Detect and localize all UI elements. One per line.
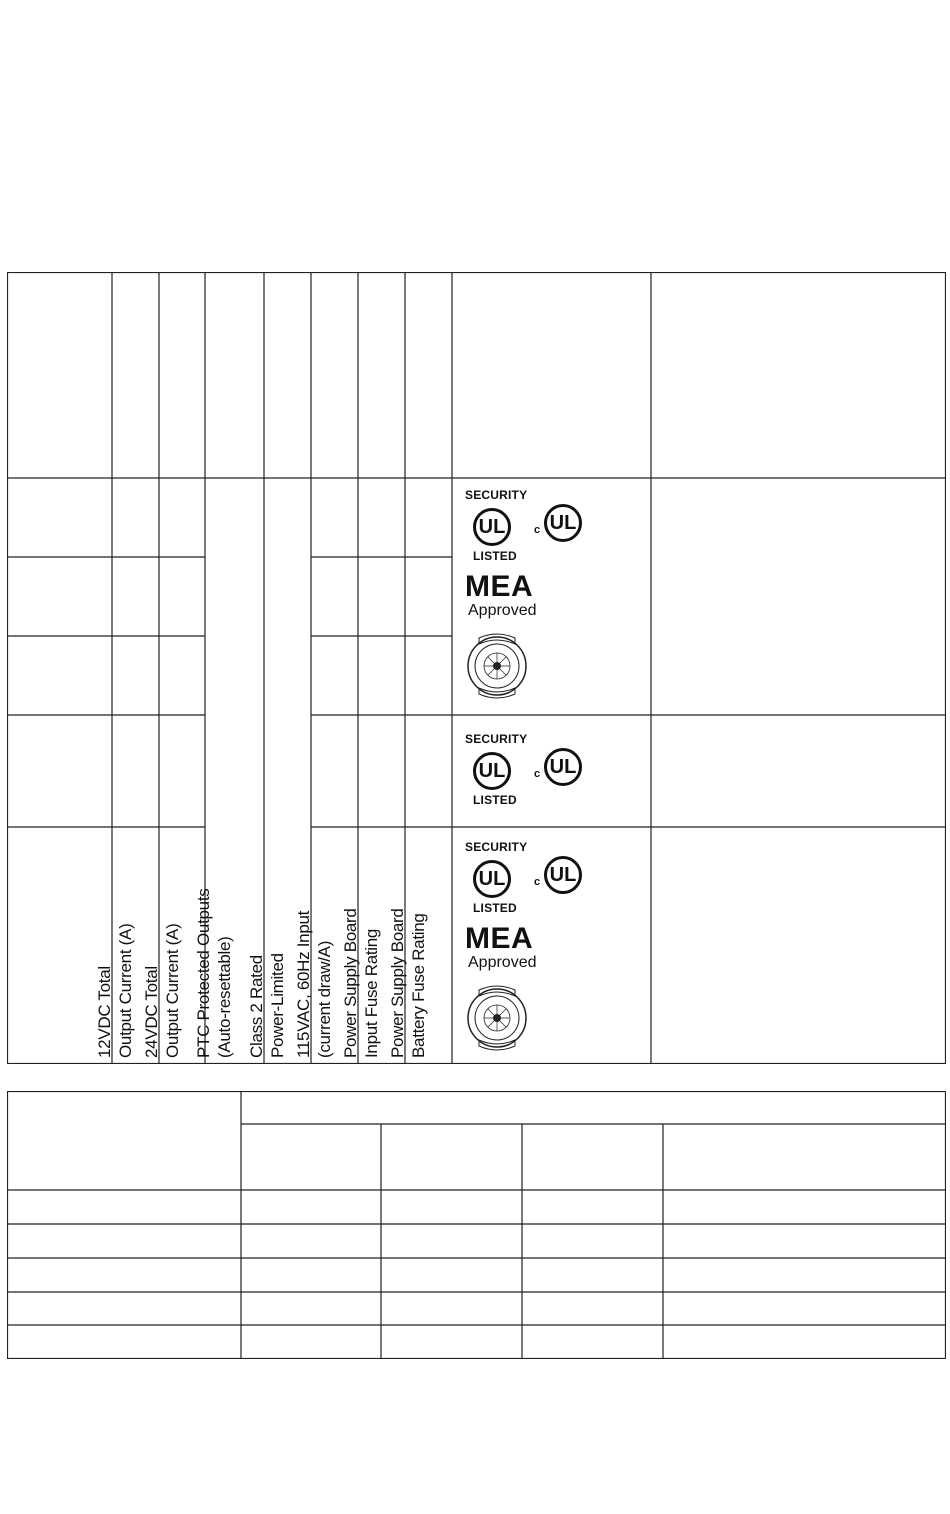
header-ptc-protected: PTC Protected Outputs (Auto-resettable) [194,888,234,1058]
mea-approved-label: Approved [468,954,537,971]
cul-mark-icon: UL [544,504,582,542]
cul-mark-icon: UL [544,748,582,786]
california-fire-marshal-seal-icon [465,628,529,704]
mea-logo: MEA [465,570,534,603]
header-class2-rated: Class 2 Rated Power-Limited [247,953,287,1058]
header-input-fuse-rating: Power Supply Board Input Fuse Rating [341,908,381,1058]
mea-approved-label: Approved [468,602,537,619]
header-12vdc-current: 12VDC Total Output Current (A) [95,923,135,1058]
ul-mark-icon: UL [473,860,511,898]
cul-mark-icon: UL [544,856,582,894]
certification-group-3 [465,840,625,1061]
ul-mark-icon: UL [473,508,511,546]
ul-mark-icon: UL [473,752,511,790]
california-fire-marshal-seal-icon [465,980,529,1056]
secondary-table [7,1091,946,1359]
secondary-table-grid [7,1091,946,1359]
mea-logo: MEA [465,922,534,955]
ul-listed-logo: SECURITY UL LISTED c UL [465,488,625,568]
header-battery-fuse-rating: Power Supply Board Battery Fuse Rating [388,908,428,1058]
certification-group-1 [465,488,625,709]
specification-table [7,272,946,1064]
header-24vdc-current: 24VDC Total Output Current (A) [142,923,182,1058]
header-115vac-input: 115VAC, 60Hz Input (current draw/A) [294,910,334,1058]
ul-listed-logo: SECURITY UL LISTED c UL [465,732,625,812]
certification-group-2 [465,732,625,812]
ul-listed-logo: SECURITY UL LISTED c UL [465,840,625,920]
